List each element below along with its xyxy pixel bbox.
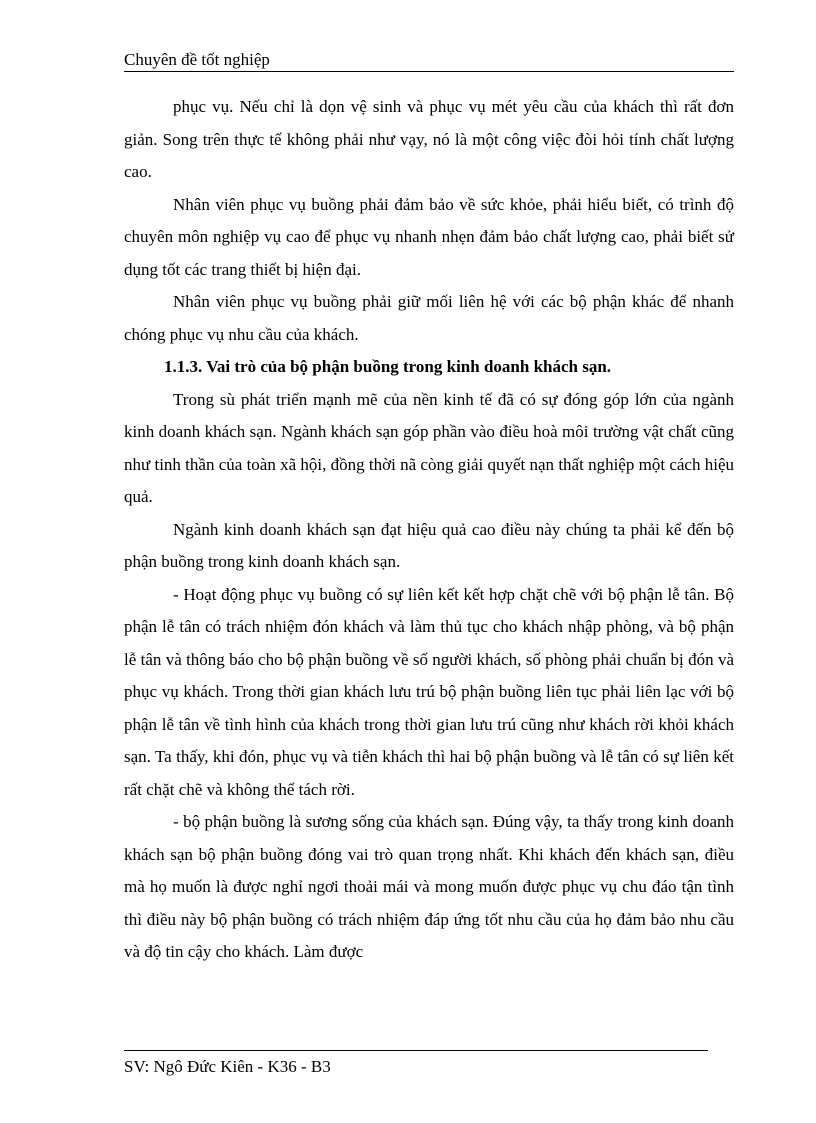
paragraph-2: Nhân viên phục vụ buồng phải đảm bảo về sức khỏe, phải hiểu biết, có trình độ chuyên môn nghiệp vụ cao để phục vụ nhanh nhẹn đảm bảo chất lượng cao, phải biết sử dụng tốt các trang thiết bị hiện đại. — [124, 194, 734, 279]
paragraph-6: - Hoạt động phục vụ buồng có sự liên kết kết hợp chặt chẽ với bộ phận lễ tân. Bộ phận lễ tân có trách nhiệm đón khách và làm thủ tục cho khách nhập phòng, và bộ phận lễ tân và thông báo cho bộ phận buồng về số người khách, số phòng phải chuẩn bị đón và phục vụ khách. Trong thời gian khách lưu trú bộ phận buồng liên tục phải liên lạc với bộ phận lễ tân về tình hình của khách trong thời gian lưu trú cũng như khách rời khỏi khách sạn. Ta thấy, khi đón, phục vụ và tiễn khách thì hai bộ phận buồng và lễ tân có sự liên kết rất chặt chẽ và không thể tách rời. — [124, 584, 734, 799]
paragraph-7: - bộ phận buồng là sương sống của khách sạn. Đúng vậy, ta thấy trong kinh doanh khách sạn bộ phận buồng đóng vai trò quan trọng nhất. Khi khách đến khách sạn, điều mà họ muốn là được nghỉ ngơi thoải mái và mong muốn được phục vụ chu đáo tận tình thì điều này bộ phận buồng có trách nhiệm đáp ứng tốt nhu cầu của họ đảm bảo nhu cầu và độ tin cậy cho khách. Làm được — [124, 812, 734, 961]
paragraph-1: phục vụ. Nếu chỉ là dọn vệ sinh và phục vụ mét yêu cầu của khách thì rất đơn giản. Song trên thực tế không phải như vạy, nó là một công việc đòi hỏi tính chất lượng cao. — [124, 97, 734, 181]
paragraph-4: Trong sù phát triển mạnh mẽ của nền kinh tế đã có sự đóng góp lớn của ngành kinh doanh khách sạn. Ngành khách sạn góp phần vào điều hoà môi trường vật chất cũng như tinh thần của toàn xã hội, đồng thời nã còng giải quyết nạn thất nghiệp một cách hiệu quả. — [124, 389, 734, 506]
section-heading: 1.1.3. Vai trò của bộ phận buồng trong kinh doanh khách sạn. — [164, 357, 612, 376]
page-header — [124, 49, 734, 72]
header-title: Chuyên đề tốt nghiệp — [124, 50, 270, 69]
page-body — [124, 91, 734, 969]
footer-text: SV: Ngô Đức Kiên - K36 - B3 — [124, 1057, 331, 1076]
paragraph-5: Ngành kinh doanh khách sạn đạt hiệu quả cao điều này chúng ta phải kể đến bộ phận buồng trong kinh doanh khách sạn. — [124, 519, 734, 571]
paragraph-3: Nhân viên phục vụ buồng phải giữ mối liên hệ với các bộ phận khác để nhanh chóng phục vụ nhu cầu của khách. — [124, 292, 734, 344]
page-footer — [124, 1056, 331, 1078]
footer-divider — [124, 1050, 708, 1051]
